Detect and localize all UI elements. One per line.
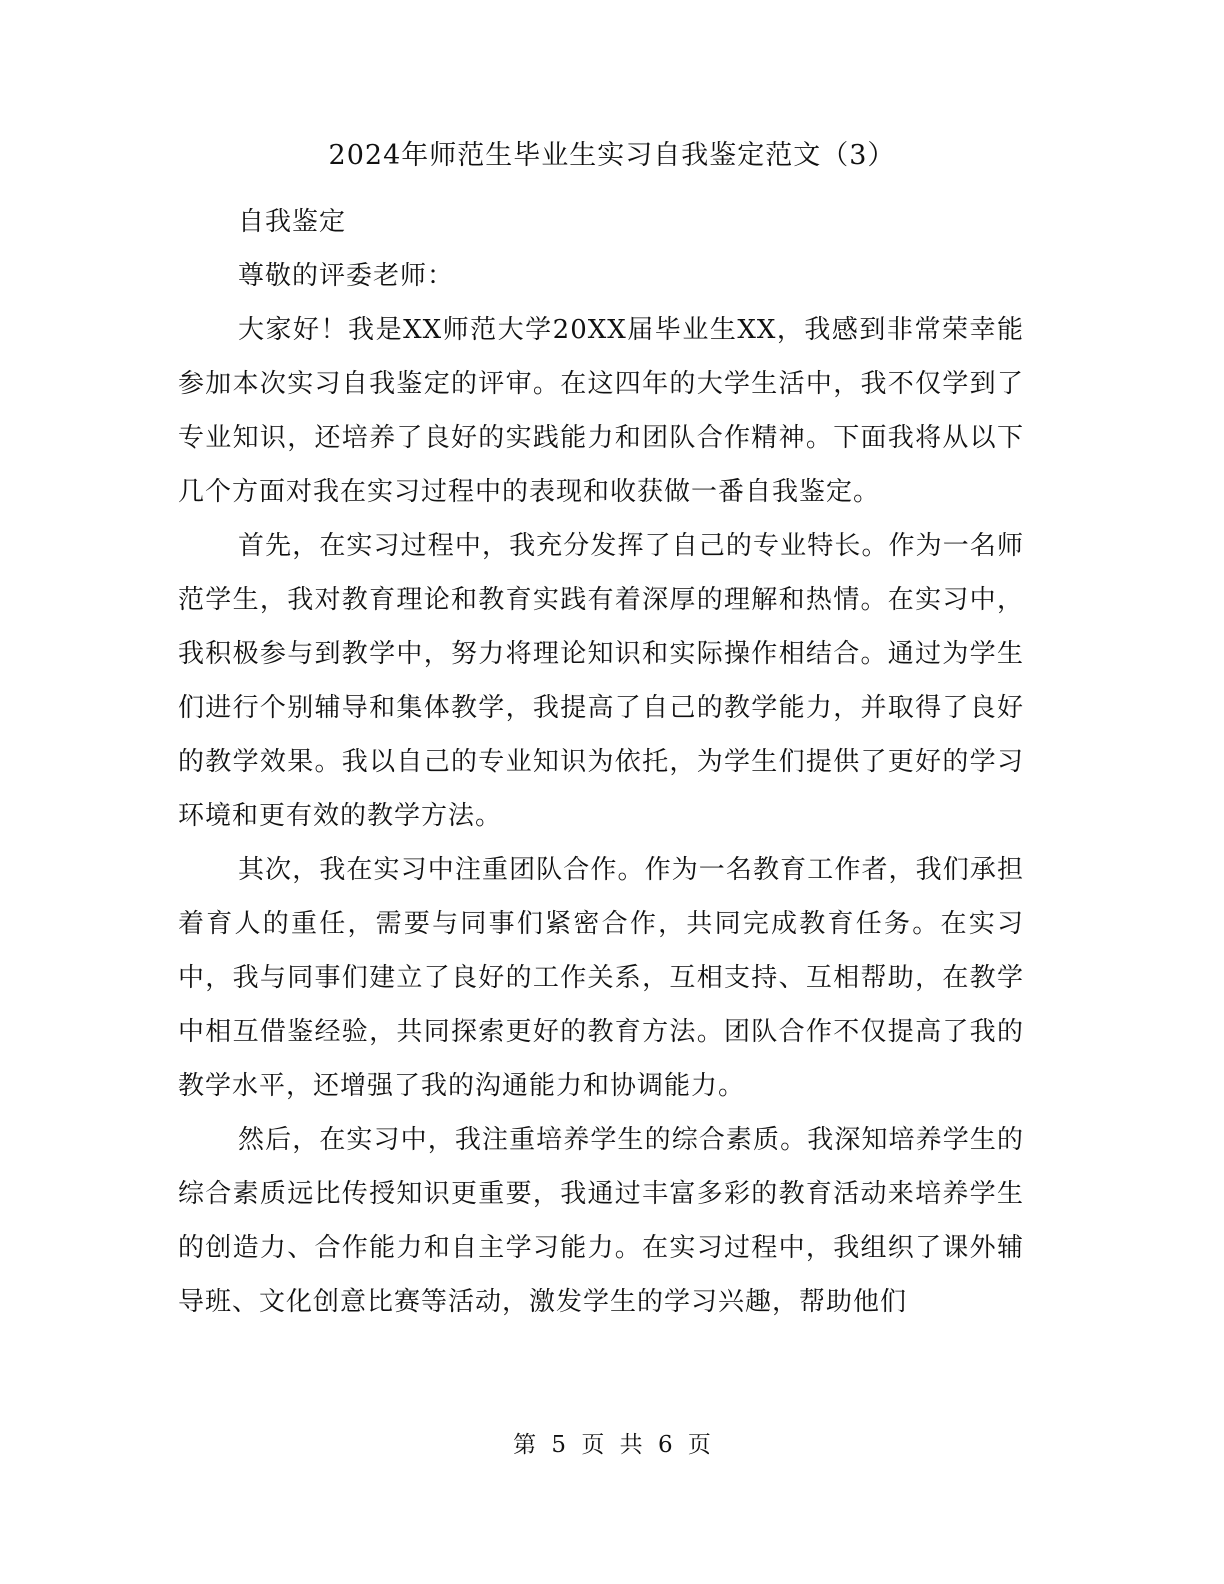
paragraph-salutation: 尊敬的评委老师：: [238, 261, 455, 291]
paragraph-third: 然后，在实习中，我注重培养学生的综合素质。我深知培养学生的综合素质远比传授知识更重要，我通过丰富多彩的教育活动来培养学生的创造力、合作能力和自主学习能力。在实习过程中，我组织了课外辅导班、文化创意比赛等活动，激发学生的学习兴趣，帮助他们: [178, 1125, 1024, 1317]
paragraph-intro: 大家好！我是XX师范大学20XX届毕业生XX，我感到非常荣幸能参加本次实习自我鉴定的评审。在这四年的大学生活中，我不仅学到了专业知识，还培养了良好的实践能力和团队合作精神。下面我将从以下几个方面对我在实习过程中的表现和收获做一番自我鉴定。: [178, 315, 1024, 507]
paragraph-second: 其次，我在实习中注重团队合作。作为一名教育工作者，我们承担着育人的重任，需要与同事们紧密合作，共同完成教育任务。在实习中，我与同事们建立了良好的工作关系，互相支持、互相帮助，在教学中相互借鉴经验，共同探索更好的教育方法。团队合作不仅提高了我的教学水平，还增强了我的沟通能力和协调能力。: [178, 855, 1024, 1101]
paragraph-heading: 自我鉴定: [238, 207, 347, 237]
document-body: [178, 195, 1024, 1329]
paragraph-first: 首先，在实习过程中，我充分发挥了自己的专业特长。作为一名师范学生，我对教育理论和教育实践有着深厚的理解和热情。在实习中，我积极参与到教学中，努力将理论知识和实际操作相结合。通过为学生们进行个别辅导和集体教学，我提高了自己的教学能力，并取得了良好的教学效果。我以自己的专业知识为依托，为学生们提供了更好的学习环境和更有效的教学方法。: [178, 531, 1024, 831]
document-title: 2024年师范生毕业生实习自我鉴定范文（3）: [328, 140, 896, 171]
page-number-footer: 第 5 页 共 6 页: [513, 1432, 711, 1458]
